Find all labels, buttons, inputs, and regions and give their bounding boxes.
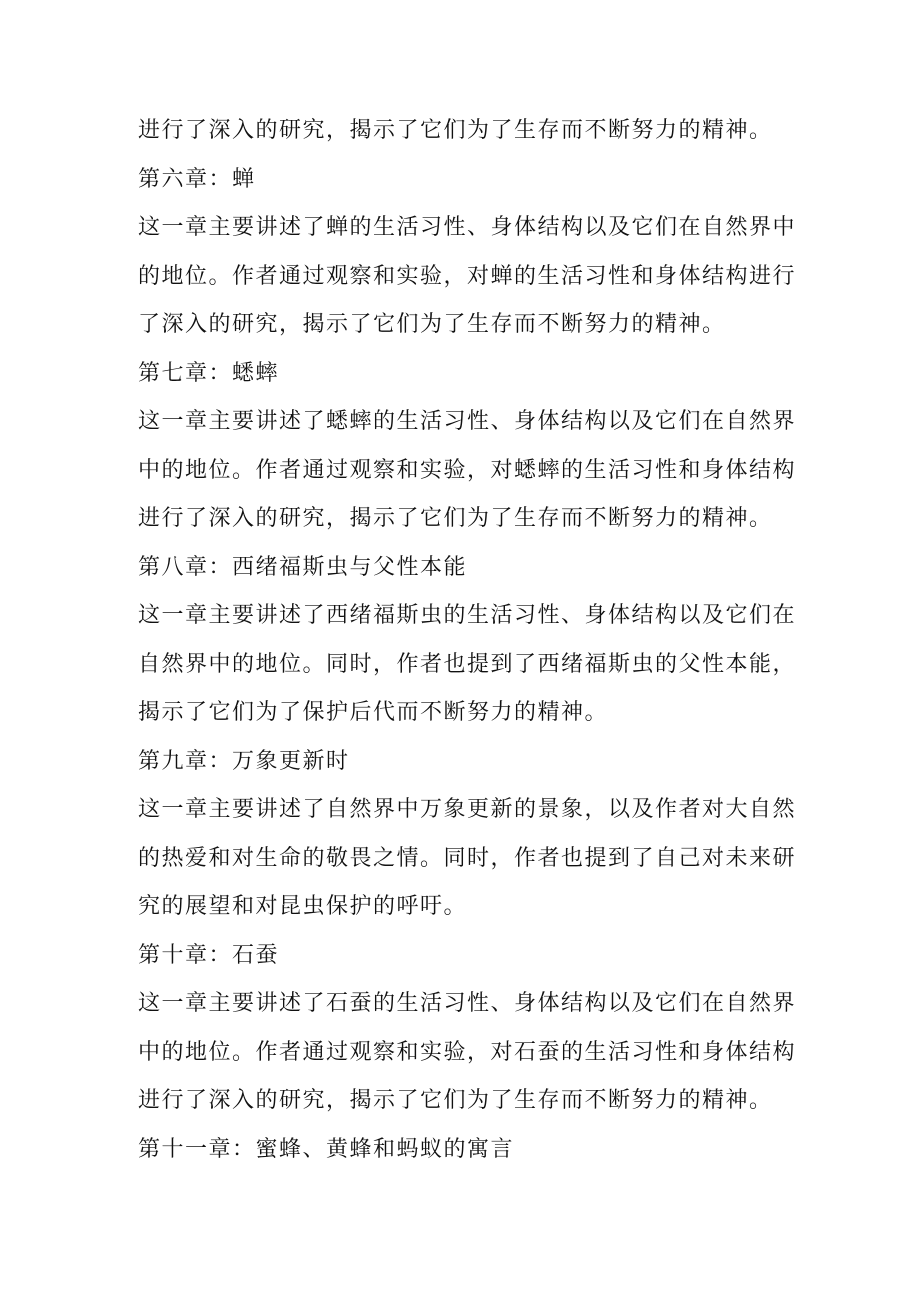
text-line: 了深入的研究，揭示了它们为了生存而不断努力的精神。 [138, 312, 726, 337]
document-body [138, 107, 798, 1174]
text-line: 这一章主要讲述了西绪福斯虫的生活习性、身体结构以及它们在 [138, 603, 797, 628]
text-line: 的热爱和对生命的敬畏之情。同时，作者也提到了自己对未来研 [138, 845, 797, 871]
text-line: 自然界中的地位。同时，作者也提到了西绪福斯虫的父性本能， [138, 651, 797, 677]
text-line: 究的展望和对昆虫保护的呼吁。 [138, 894, 468, 919]
text-line: 这一章主要讲述了石蚕的生活习性、身体结构以及它们在自然界 [138, 991, 797, 1016]
chapter-heading: 第十章：石蚕 [138, 942, 280, 968]
text-line: 这一章主要讲述了蝉的生活习性、身体结构以及它们在自然界中 [138, 215, 797, 240]
chapter-heading: 第八章：西绪福斯虫与父性本能 [138, 554, 468, 580]
chapter-heading: 第六章：蝉 [138, 166, 256, 192]
text-line: 的地位。作者通过观察和实验，对蝉的生活习性和身体结构进行 [138, 263, 797, 289]
text-line: 揭示了它们为了保护后代而不断努力的精神。 [138, 700, 609, 725]
text-line: 这一章主要讲述了自然界中万象更新的景象，以及作者对大自然 [138, 797, 797, 822]
chapter-heading: 第九章：万象更新时 [138, 748, 350, 774]
text-line: 这一章主要讲述了蟋蟀的生活习性、身体结构以及它们在自然界 [138, 409, 797, 434]
chapter-heading: 第十一章：蜜蜂、黄蜂和蚂蚁的寓言 [138, 1136, 515, 1162]
text-line: 中的地位。作者通过观察和实验，对石蚕的生活习性和身体结构 [138, 1039, 797, 1065]
text-line: 中的地位。作者通过观察和实验，对蟋蟀的生活习性和身体结构 [138, 457, 797, 483]
text-line: 进行了深入的研究，揭示了它们为了生存而不断努力的精神。 [138, 1088, 773, 1113]
text-line: 进行了深入的研究，揭示了它们为了生存而不断努力的精神。 [138, 118, 773, 143]
text-line: 进行了深入的研究，揭示了它们为了生存而不断努力的精神。 [138, 506, 773, 531]
chapter-heading: 第七章：蟋蟀 [138, 360, 280, 386]
